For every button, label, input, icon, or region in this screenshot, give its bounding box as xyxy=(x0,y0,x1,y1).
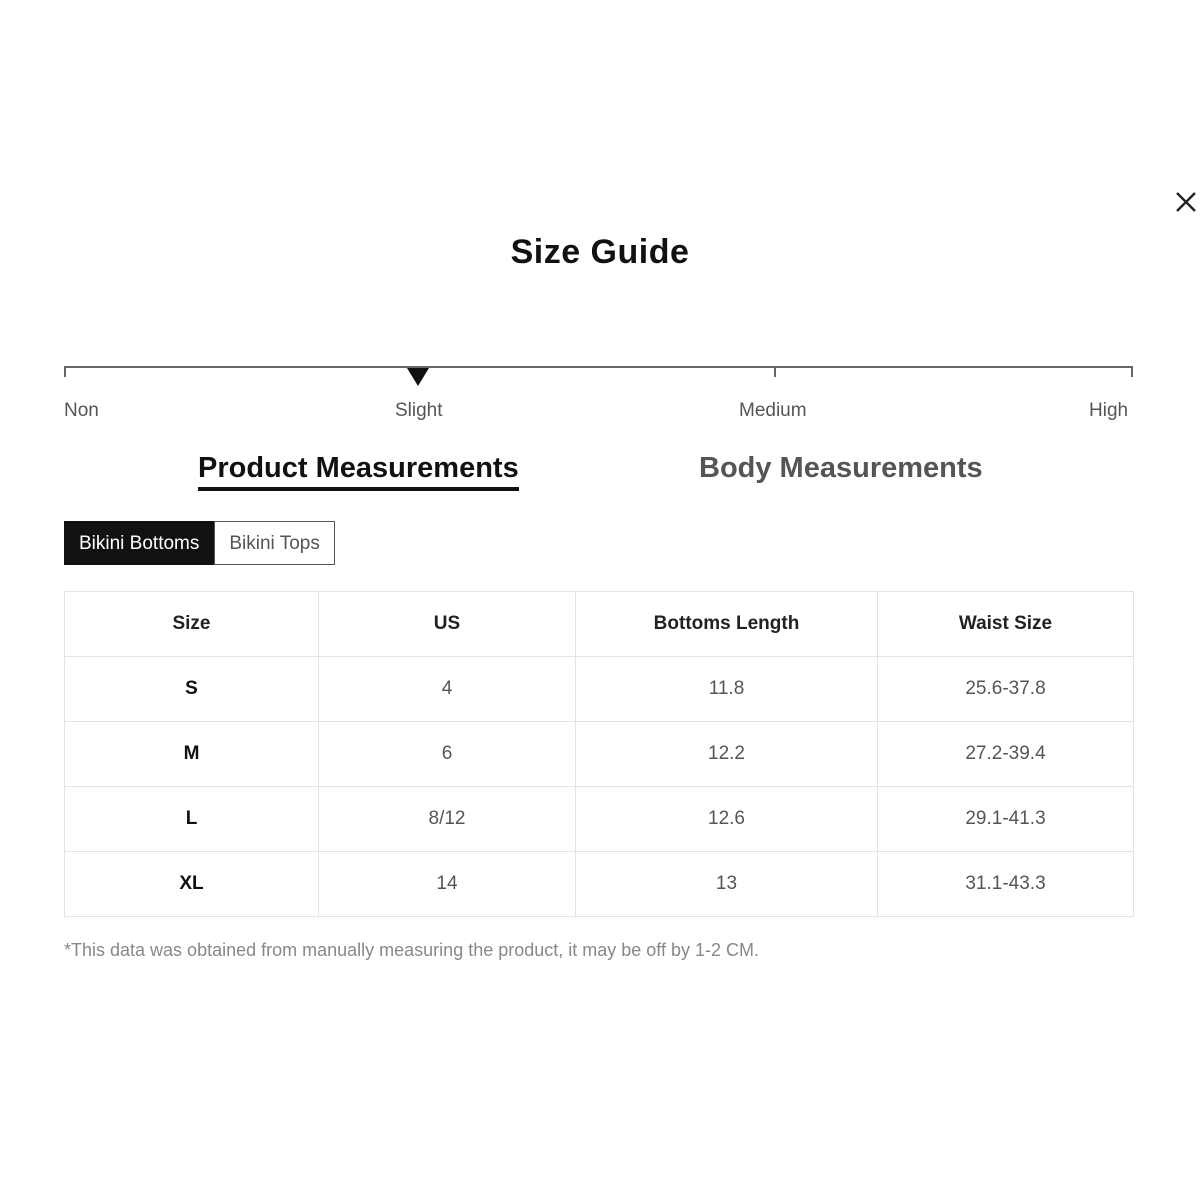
cell-bottoms-length: 13 xyxy=(576,852,878,917)
table-header-row xyxy=(65,592,1134,657)
cell-us: 4 xyxy=(319,657,576,722)
scale-label-slight: Slight xyxy=(395,400,443,421)
cell-size: S xyxy=(65,657,319,722)
scale-tick-non xyxy=(64,366,66,377)
scale-tick-high xyxy=(1131,366,1133,377)
dialog-title: Size Guide xyxy=(510,233,690,271)
close-icon[interactable] xyxy=(1170,186,1200,218)
table-row xyxy=(65,657,1134,722)
scale-line xyxy=(64,366,1133,368)
scale-label-medium: Medium xyxy=(739,400,807,421)
size-table xyxy=(64,591,1134,917)
cell-us: 6 xyxy=(319,722,576,787)
cell-us: 8/12 xyxy=(319,787,576,852)
scale-marker-icon xyxy=(407,368,429,386)
tab-bikini-tops[interactable]: Bikini Tops xyxy=(214,521,334,565)
cell-waist-size: 25.6-37.8 xyxy=(878,657,1134,722)
cell-waist-size: 27.2-39.4 xyxy=(878,722,1134,787)
cell-bottoms-length: 12.2 xyxy=(576,722,878,787)
cell-size: XL xyxy=(65,852,319,917)
cell-size: L xyxy=(65,787,319,852)
cell-size: M xyxy=(65,722,319,787)
header-us: US xyxy=(319,592,576,657)
table-row xyxy=(65,722,1134,787)
table-row xyxy=(65,787,1134,852)
garment-tabs xyxy=(64,521,335,565)
cell-us: 14 xyxy=(319,852,576,917)
header-size: Size xyxy=(65,592,319,657)
tab-body-measurements[interactable]: Body Measurements xyxy=(699,452,983,484)
scale-label-high: High xyxy=(1089,400,1129,421)
cell-waist-size: 31.1-43.3 xyxy=(878,852,1134,917)
cell-waist-size: 29.1-41.3 xyxy=(878,787,1134,852)
cell-bottoms-length: 12.6 xyxy=(576,787,878,852)
header-bottoms-length: Bottoms Length xyxy=(576,592,878,657)
measurement-disclaimer: *This data was obtained from manually measuring the product, it may be off by 1-2 CM. xyxy=(64,940,760,960)
scale-label-non: Non xyxy=(64,400,99,421)
stretch-scale xyxy=(64,366,1133,378)
table-row xyxy=(65,852,1134,917)
scale-tick-medium xyxy=(774,366,776,377)
cell-bottoms-length: 11.8 xyxy=(576,657,878,722)
tab-product-measurements[interactable]: Product Measurements xyxy=(198,452,519,491)
header-waist-size: Waist Size xyxy=(878,592,1134,657)
tab-bikini-bottoms[interactable]: Bikini Bottoms xyxy=(64,521,214,565)
close-button[interactable] xyxy=(1170,186,1200,218)
